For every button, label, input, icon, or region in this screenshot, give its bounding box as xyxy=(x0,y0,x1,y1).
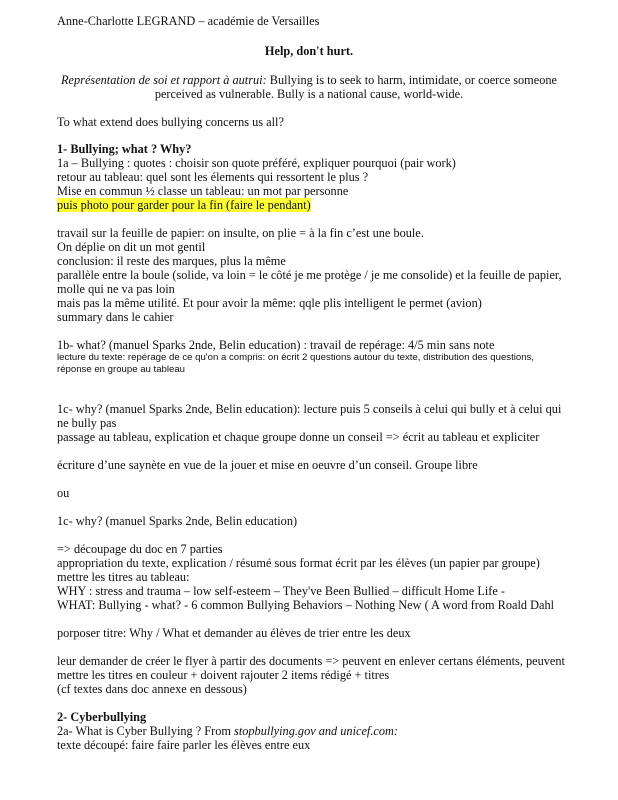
author-header: Anne-Charlotte LEGRAND – académie de Versailles xyxy=(57,14,320,28)
subtitle-italic: Représentation de soi et rapport à autrui: xyxy=(61,73,267,87)
subtitle-line-2: perceived as vulnerable. Bully is a national cause, world-wide. xyxy=(154,87,464,101)
text-line: conclusion: il reste des marques, plus la même xyxy=(57,254,286,268)
main-question: To what extend does bullying concerns us all? xyxy=(57,115,284,129)
text-line: WHY : stress and trauma – low self-esteem – They've Been Bullied – difficult Home Life - xyxy=(57,584,505,598)
subtitle-rest: Bullying is to seek to harm, intimidate, or coerce someone xyxy=(266,73,557,87)
text-line: 1c- why? (manuel Sparks 2nde, Belin education): lecture puis 5 conseils à celui qui bully et à celui qui xyxy=(57,402,562,416)
text-line: travail sur la feuille de papier: on insulte, on plie = à la fin c’est une boule. xyxy=(57,226,424,240)
section-2-heading: 2- Cyberbullying xyxy=(57,710,147,724)
text-line: retour au tableau: quel sont les élements qui ressortent le plus ? xyxy=(57,170,369,184)
text-line: WHAT: Bullying - what? - 6 common Bullying Behaviors – Nothing New ( A word from Roald Dahl xyxy=(57,598,555,612)
text-line: summary dans le cahier xyxy=(57,310,174,324)
text-line: leur demander de créer le flyer à partir des documents => peuvent en enlever certans éléments, peuvent xyxy=(57,654,565,668)
text-line: 1a – Bullying : quotes : choisir son quote préféré, expliquer pourquoi (pair work) xyxy=(57,156,456,170)
text-line: ne bully pas xyxy=(57,416,117,430)
text-line: Mise en commun ½ classe un tableau: un mot par personne xyxy=(57,184,349,198)
text-line: porposer titre: Why / What et demander au élèves de trier entre les deux xyxy=(57,626,411,640)
text-line: appropriation du texte, explication / résumé sous format écrit par les élèves (un papier par groupe) xyxy=(57,556,540,570)
text-line: parallèle entre la boule (solide, va loin = le côté je me protège / je me consolide) et la feuille de papier, xyxy=(57,268,562,282)
text-line: mettre les titres au tableau: xyxy=(57,570,190,584)
text-line xyxy=(57,724,398,738)
text-line: 1c- why? (manuel Sparks 2nde, Belin education) xyxy=(57,514,298,528)
text-line: mettre les titres en couleur + doivent rajouter 2 items rédigé + titres xyxy=(57,668,390,682)
text-line: mais pas la même utilité. Et pour avoir la même: qqle plis intelligent le permet (avion) xyxy=(57,296,482,310)
document-title: Help, don't hurt. xyxy=(264,44,354,58)
text-line: passage au tableau, explication et chaque groupe donne un conseil => écrit au tableau et expliciter xyxy=(57,430,540,444)
text-line: 1b- what? (manuel Sparks 2nde, Belin education) : travail de repérage: 4/5 min sans note xyxy=(57,338,495,352)
text-line: On déplie on dit un mot gentil xyxy=(57,240,206,254)
section-1-heading: 1- Bullying; what ? Why? xyxy=(57,142,192,156)
text-line: texte découpé: faire faire parler les élèves entre eux xyxy=(57,738,311,752)
text-line: => découpage du doc en 7 parties xyxy=(57,542,223,556)
highlight-text: puis photo pour garder pour la fin (faire le pendant) xyxy=(57,198,311,212)
text-line: écriture d’une saynète en vue de la jouer et mise en oeuvre d’un conseil. Groupe libre xyxy=(57,458,478,472)
text-line: molle qui ne va pas loin xyxy=(57,282,175,296)
text-line: ou xyxy=(57,486,70,500)
highlighted-line xyxy=(57,198,311,212)
section-2a-sources: stopbullying.gov and unicef.com: xyxy=(234,724,398,738)
text-line: (cf textes dans doc annexe en dessous) xyxy=(57,682,247,696)
small-text-line: réponse en groupe au tableau xyxy=(57,364,186,375)
small-text-line: lecture du texte: repérage de ce qu'on a compris: on écrit 2 questions autour du texte, distribution des questions, xyxy=(57,352,535,363)
section-2a-prefix: 2a- What is Cyber Bullying ? From xyxy=(57,724,235,738)
subtitle-line-1 xyxy=(0,73,618,87)
